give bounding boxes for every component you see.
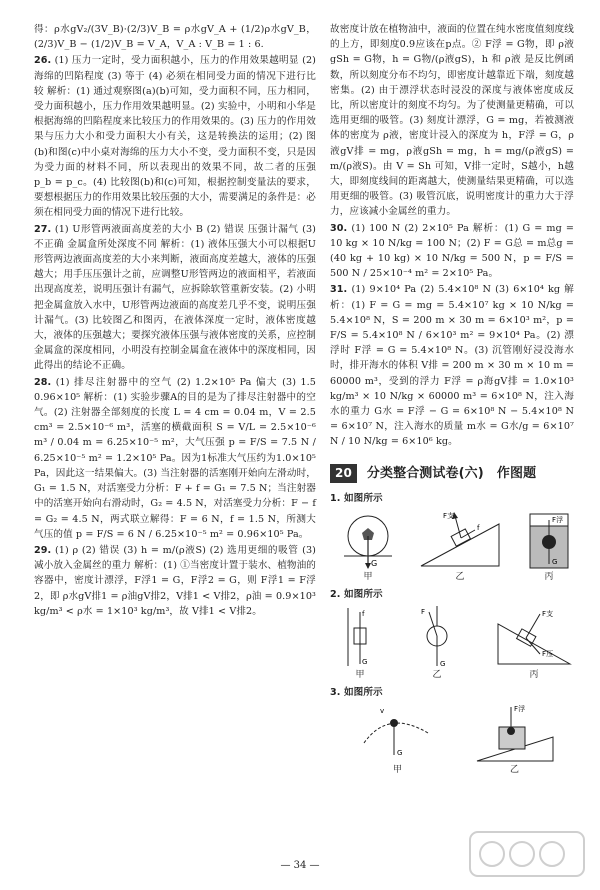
caption: 丙 [544, 572, 554, 583]
figure-1-yi [417, 508, 503, 583]
force-label: F支 [542, 610, 554, 619]
caption: 乙 [455, 572, 465, 583]
answer-31 [330, 282, 574, 449]
figure-2-bing [494, 604, 574, 681]
caption: 乙 [509, 764, 520, 775]
answer-30 [330, 221, 574, 282]
right-column [330, 22, 574, 780]
force-label: f [477, 524, 480, 533]
section-header [330, 464, 574, 483]
caption: 甲 [363, 572, 373, 583]
figure-row [340, 703, 574, 776]
force-label: f [362, 610, 365, 619]
figure-3 [330, 685, 574, 775]
section-number: 20 [330, 464, 357, 483]
page-number: — 34 — [280, 860, 320, 871]
figure-1-jia [340, 508, 396, 583]
answer-text: (1) U形管两液面高度差的大小 B (2) 错误 压强计漏气 (3) 不正确 金属盒所处深度不同 解析：(1) 液体压强大小可以根据U形管两边液面高度差的大小来判断，液面高度差越大，液体的压强越大；用手压压强计之前，应调整U形管两边的液面相平，若液面出现高度差，说明压强计有漏气，应拆除软管重新安装。(2) 小明把金属盒放入水中，U形管两边液面的高度差几乎不变，说明压强计漏气。(3) 比较图乙和图丙，在液体深度一定时，液体密度越大，液体的压强越大；要探究液体压强与液体密度的关系，应控制金属盒的深度相同，小明没有控制金属盒在液体中的深度相同，因此得出的结论不正确。 [34, 223, 317, 372]
force-label: G [371, 559, 378, 569]
answer-text: (1) ρ (2) 错误 (3) h = m/(ρ液S) (2) 选用更细的吸管 (3) 减小放入金属丝的重力 解析：(1) ①当密度计置于装水、植物油的容器中，密度计漂浮，F浮1 = G，F浮2 = G，则 F浮1 = F浮2，即 ρ水gV排1 = ρ油gV排2，V排1 < V排2，ρ油 = 0.9×10³ kg/m³ < ρ水 = 1×10³ kg/m³，故 V排1 < V排2。 [34, 544, 316, 617]
figure-label: 3. 如图所示 [330, 687, 383, 699]
figure-3-jia [358, 703, 438, 776]
figure-row [340, 604, 574, 681]
force-label: G [396, 748, 403, 757]
caption: 甲 [355, 670, 365, 681]
force-label: G [362, 658, 368, 667]
figure-label: 1. 如图所示 [330, 492, 383, 504]
force-label: F [421, 608, 426, 617]
incline-block-diagram [417, 508, 503, 572]
section-title: 分类整合测试卷(六) 作图题 [366, 465, 537, 481]
answer-28 [34, 375, 316, 542]
caption: 乙 [432, 670, 442, 681]
question-number: 31. [330, 284, 348, 296]
force-label: F浮 [552, 516, 564, 525]
figure-2 [330, 587, 574, 681]
answer-26 [34, 53, 316, 220]
answer-text: (1) 100 N (2) 2×10⁵ Pa 解析：(1) G = mg = 10 kg × 10 N/kg = 100 N；(2) F = G总 = m总g = (40 kg + 10 kg) × 10 N/kg = 500 N，p = F/S = 500 N / 25×10⁻⁴ m² = 2×10⁵ Pa。 [330, 222, 574, 280]
watermark-logo [468, 828, 586, 880]
figure-2-jia [340, 604, 380, 681]
force-label: G [440, 660, 446, 669]
figure-label: 2. 如图所示 [330, 589, 383, 601]
question-number: 30. [330, 222, 348, 234]
answer-text: (1) 排尽注射器中的空气 (2) 1.2×10⁵ Pa 偏大 (3) 1.5 0.96×10⁵ 解析：(1) 实验步骤A的目的是为了排尽注射器中的空气。(2) 注射器全部刻度的长度 L = 4 cm = 0.04 m，V = 2.5 cm³ = 2.5×10⁻⁶ m³，活塞的横截面积 S = V/L = 2.5×10⁻⁶ m³ / 0.04 m = 6.25×10⁻⁵ m²，大气压强 p = F/S = 7.5 N / 6.25×10⁻⁵ m² = 1.2×10⁵ Pa。因为1标准大气压约为1.0×10⁵ Pa，因此这一结果偏大。(3) 当注射器的活塞刚开始向左滑动时，G₁ = 1.5 N，对活塞受力分析：F + f = G₁ = 7.5 N；当注射器中的活塞开始向右滑动时，G₂ = 4.5 N，对活塞受力分析：F − f = G₂ = 4.5 N，两式联立解得：F = 6 N，f = 1.5 N，所测大气压的值 p = F/S = 6 N / 6.25×10⁻⁵ m² = 0.96×10⁵ Pa。 [34, 376, 316, 540]
figure-3-yi [473, 703, 557, 776]
question-number: 28. [34, 376, 52, 388]
force-label: G [552, 558, 558, 567]
soccer-ball-diagram [340, 508, 396, 572]
force-label: F支 [443, 512, 455, 521]
answer-29 [34, 543, 316, 619]
caption: 甲 [392, 764, 403, 775]
watermark-icon [468, 828, 586, 880]
caption: 丙 [529, 670, 539, 681]
question-number: 26. [34, 55, 52, 67]
answer-continuation: 得：ρ水gV₂/(3V_B)·(2/3)V_B = ρ水gV_A + (1/2)ρ水gV_B，(2/3)V_B − (1/2)V_B = V_A，V_A : V_B = 1 : 6. [34, 24, 316, 51]
question-number: 29. [34, 544, 52, 556]
float-on-incline-diagram [473, 703, 557, 765]
figure-2-yi [415, 604, 459, 681]
answer-text: (1) 9×10⁴ Pa (2) 5.4×10⁸ N (3) 6×10⁴ kg 解析：(1) F = G = mg = 5.4×10⁷ kg × 10 N/kg = 5.4×10⁸ N，S = 200 m × 30 m = 6×10³ m²，p = F/S = 5.4×10⁸ N / 6×10³ m² = 9×10⁴ Pa。(2) 漂浮时 F浮 = G = 5.4×10⁸ N。(3) 沉管刚好浸没海水时，排开海水的体积 V排 = 200 m × 30 m × 10 m = 60000 m³，受到的浮力 F浮 = ρ海gV排 = 1.0×10³ kg/m³ × 10 N/kg × 60000 m³ = 6×10⁸ N，注入海水的重力 G水 = F浮 − G = 6×10⁸ N − 5.4×10⁸ N = 6×10⁷ N，注入海水的质量 m水 = G水/g = 6×10⁷ N / 10 N/kg = 6×10⁶ kg。 [330, 284, 574, 448]
force-label: v [379, 706, 384, 715]
question-number: 27. [34, 223, 52, 235]
force-label: F浮 [513, 704, 525, 713]
figure-row [340, 508, 574, 583]
answer-27 [34, 222, 316, 374]
figure-1 [330, 491, 574, 583]
hanging-ball-diagram [415, 604, 459, 670]
figure-1-bing [524, 508, 574, 583]
answer-29-continuation: 故密度计放在植物油中，液面的位置在纯水密度值刻度线的上方，即刻度0.9应该在p点。② F浮 = G物，即 ρ液gSh = G物，h = G物/(ρ液gS)，h 和 ρ液 是反比例函数，所以刻度分布不均匀，即密度计越靠近下端，刻度越密集。(2) 由于漂浮状态时浸没的深度与液体密度成反比，所以密度计的刻度不均匀。为了使测量更精确，可以选用更细的吸管。(3) 刻度计漂浮，G = mg，若被测液体的密度为 ρ液，密度计浸入的深度为 h，F浮 = G，ρ液gV排 = mg，ρ液gSh = mg，h = mg/(ρ液gS) = m/(ρ液S)。由 V = Sh 可知，V排一定时，S越小，h越大，即刻度线间的距离越大，使测量结果更精确，可以选用更细的吸管。(3) 吸管沉底，说明密度计的重力大于浮力，应该减小金属丝的重力。 [330, 24, 574, 218]
left-column [34, 22, 316, 620]
projectile-diagram [358, 703, 438, 765]
block-on-wall-diagram [340, 604, 380, 670]
answer-text: (1) 压力一定时，受力面积越小，压力的作用效果越明显 (2) 海绵的凹陷程度 (3) 等于 (4) 必须在相同受力面的情况下进行比较 解析：(1) 通过观察图(a)(b)可知，受力面积不同，压力相同，受力面积越小，压力作用效果越明显。(2) 实验中，小明和小华是根据海绵的凹陷程度来比较压力的作用效果的。(3) 压力的作用效果与压力大小和受力面积大小有关，这是转换法的运用；(2) 图(b)和图(c)中小桌对海绵的压力大小不变，受力面积不变，只是因为受力面的材料不同，所以表现出的效果不同，故二者的压强 p_b = p_c。(4) 比较图(b)和(c)可知，根据控制变量法的要求，要想根据压力的作用效果比较压强的大小，需要满足的条件是：必须在相同受力面的情况下进行比较。 [34, 55, 316, 219]
force-label: F压 [542, 650, 554, 659]
incline-block-diagram [494, 604, 574, 670]
floating-ball-diagram [524, 508, 574, 572]
